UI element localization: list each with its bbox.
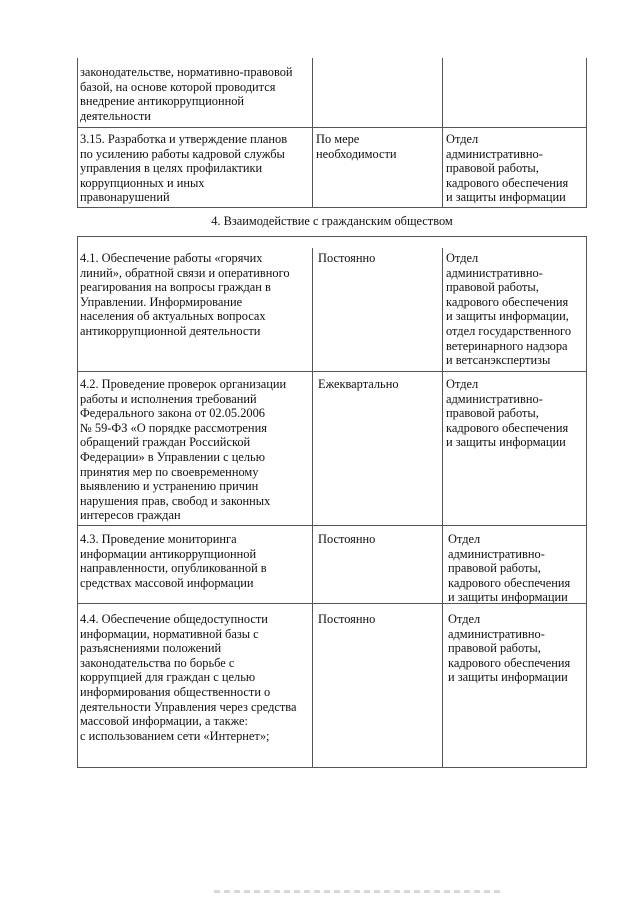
table-cell-period: Постоянно <box>318 612 376 626</box>
table-cell-responsible: Отдел административно- правовой работы, кадрового обеспечения и защиты информации <box>448 532 571 605</box>
table-column-divider <box>312 248 313 768</box>
table-cell-responsible: Отдел административно- правовой работы, кадрового обеспечения и защиты информации <box>446 132 569 205</box>
table-cell-task: 4.1. Обеспечение работы «горячих линий», обратной связи и оперативного реагирования на вопросы граждан в Управлении. Информирование населения об актуальных вопросах антикоррупционной деятельности <box>80 251 290 338</box>
table-border-right <box>586 58 587 208</box>
table-cell-task: 4.2. Проведение проверок организации работы и исполнения требований Федерального закона от 02.05.2006 № 59-ФЗ «О порядке рассмотрения обращений граждан Российской Федерации» в Управлении с целью принятия мер по своевременному выявлению и устранению причин нарушения прав, свобод и законных интересов граждан <box>80 377 287 523</box>
table-column-divider <box>312 58 313 208</box>
table-cell-responsible: Отдел административно- правовой работы, кадрового обеспечения и защиты информации <box>446 377 569 450</box>
table-cell-task: 4.4. Обеспечение общедоступности информации, нормативной базы с разъяснениями положений законодательства по борьбе с коррупцией для граждан с целью информирования общественности о деятельности Управления через средства массовой информации, а также: с использованием сети «Интернет»; <box>80 612 297 743</box>
table-row-divider <box>77 127 587 128</box>
table-row-divider <box>77 207 587 208</box>
table-cell-period: По мере необходимости <box>316 132 397 161</box>
table-column-divider <box>442 248 443 768</box>
table-cell-period: Постоянно <box>318 251 376 265</box>
table-cell-responsible: Отдел административно- правовой работы, кадрового обеспечения и защиты информации <box>448 612 571 685</box>
table-cell-period: Ежеквартально <box>318 377 399 391</box>
table-column-divider <box>442 58 443 208</box>
table-row-divider <box>77 525 587 526</box>
table-cell-responsible: Отдел административно- правовой работы, кадрового обеспечения и защиты информации, отдел государственного ветеринарного надзора и ветсанэкспертизы <box>446 251 572 368</box>
table-cell-task: 4.3. Проведение мониторинга информации антикоррупционной направленности, опубликованной в средствах массовой информации <box>80 532 267 590</box>
table-border-left <box>77 236 78 768</box>
table-bottom-border <box>77 767 587 768</box>
section-title: 4. Взаимодействие с гражданским обществом <box>211 214 453 228</box>
table-cell-period: Постоянно <box>318 532 376 546</box>
table-border-right <box>586 236 587 768</box>
table-cell-task: 3.15. Разработка и утверждение планов по усилению работы кадровой службы управления в целях профилактики коррупционных и иных правонарушений <box>80 132 288 205</box>
table-cell-task: законодательстве, нормативно-правовой базой, на основе которой проводится внедрение антикоррупционной деятельности <box>80 65 293 123</box>
table-row-divider <box>77 236 587 237</box>
table-border-left <box>77 58 78 208</box>
table-row-divider <box>77 371 587 372</box>
page-footer-mark <box>214 890 504 893</box>
